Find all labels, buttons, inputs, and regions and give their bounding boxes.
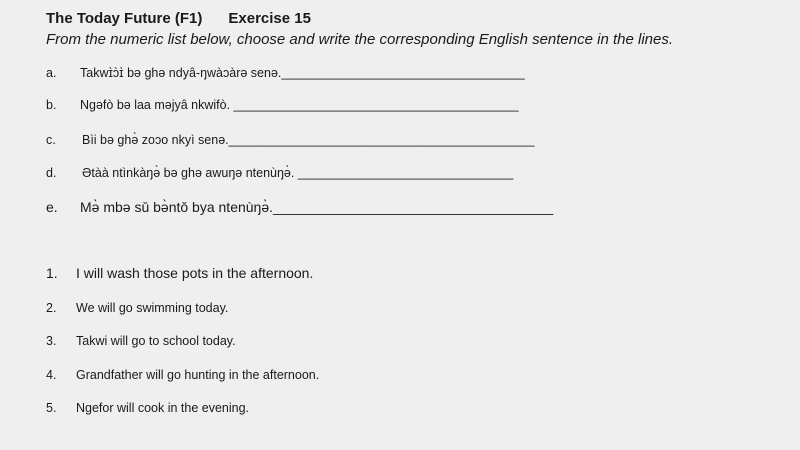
item-text: Grandfather will go hunting in the afternoon. [76,368,320,382]
item-text: Takwɪ̀ɔ̀ɪ̀ bə ghə ndyâ-ŋwàɔàrə senə.___________________________________ [80,66,525,80]
item-marker: 5. [46,401,57,415]
item-marker: d. [46,166,57,180]
item-text: Ətàà ntìnkàŋə̀ bə ghə awuŋə ntenùŋə̀. _______________________________ [82,166,514,180]
title-line [46,10,311,27]
item-marker: e. [46,199,58,215]
item-marker: 4. [46,368,57,382]
item-text: Mə̀ mbə sǔ bə̀ntǒ bya ntenùŋə̀.____________________________________ [80,199,554,215]
item-text: Bìi bə ghə̀ zoɔo nkyì senə.____________________________________________ [82,133,535,147]
item-marker: 3. [46,334,57,348]
item-text: Takwi will go to school today. [76,334,236,348]
item-marker: 1. [46,265,58,281]
instruction-text: From the numeric list below, choose and write the corresponding English sentence in the lines. [46,31,674,48]
item-text: Ngəfò bə laa məjyâ nkwifò. _________________________________________ [80,98,519,112]
item-text: We will go swimming today. [76,301,229,315]
item-marker: 2. [46,301,57,315]
item-marker: b. [46,98,57,112]
item-text: Ngefor will cook in the evening. [76,401,250,415]
item-marker: c. [46,133,56,147]
item-text: I will wash those pots in the afternoon. [76,265,314,281]
exercise-label: Exercise 15 [228,10,311,27]
worksheet-title: The Today Future (F1) [46,10,203,27]
item-marker: a. [46,66,57,80]
